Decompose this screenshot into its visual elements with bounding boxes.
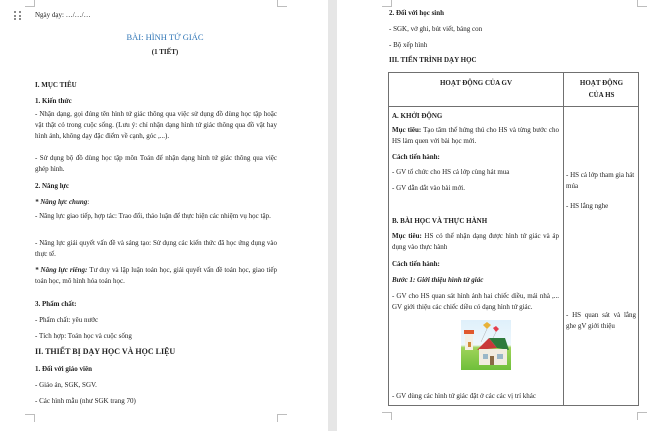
page-corner-mark	[277, 0, 287, 7]
specific-ability-label: * Năng lực riêng:	[35, 266, 88, 274]
page-corner-mark	[277, 414, 287, 422]
section-objectives-heading: I. MỤC TIÊU	[35, 81, 77, 89]
specific-ability-text: Tư duy và lập luận toán học, giải quyết vấn đề toán học, giao tiếp toán học, mô hình hóa toán học.	[35, 266, 277, 285]
page-gap	[328, 0, 337, 431]
warmup-student-step-2: - HS lắng nghe	[566, 202, 609, 210]
lesson-practice-goal-text: HS có thể nhận dạng được hình tứ giác và áp dụng vào thực hành	[392, 232, 559, 251]
quality-item-1: - Phẩm chất: yêu nước	[35, 316, 99, 324]
header-student-activity-line2: CỦA HS	[588, 91, 615, 99]
lesson-title: BÀI: HÌNH TỨ GIÁC	[126, 32, 204, 42]
general-ability-label: * Năng lực chung	[35, 198, 88, 206]
student-heading: 2. Đối với học sinh	[389, 9, 445, 17]
lesson-practice-method-label: Cách tiến hành:	[392, 260, 440, 268]
warmup-heading: A. KHỞI ĐỘNG	[392, 112, 443, 120]
lesson-practice-goal-label: Mục tiêu:	[392, 232, 422, 240]
date-line: Ngày dạy: …/…/…	[35, 11, 91, 19]
warmup-student-step-1: - HS cả lớp tham gia hát múa	[566, 171, 635, 190]
quality-item-2: - Tích hợp: Toán học và cuộc sống	[35, 332, 132, 340]
ability-paragraph-1: - Năng lực giao tiếp, hợp tác: Trao đổi, thảo luận để thực hiện các nhiệm vụ học tập.	[35, 212, 271, 220]
step-1-teacher-text-2: - GV dùng các hình tứ giác đặt ở các các vị trí khác	[392, 392, 537, 400]
header-student-activity-line1: HOẠT ĐỘNG	[579, 79, 624, 87]
page-corner-mark	[382, 0, 392, 7]
page-corner-mark	[637, 412, 647, 420]
knowledge-heading: 1. Kiến thức	[35, 97, 72, 105]
lesson-activity-table	[388, 72, 639, 406]
knowledge-paragraph-1: - Nhận dạng, gọi đúng tên hình tứ giác thông qua việc sử dụng đồ dùng học tập hoặc vật thật có trong cuộc sống. (Lưu ý: chỉ nhận dạng hình tứ giác thông qua đồ vật hay hình ảnh, không dạy đặc điểm về cạnh, góc ,...).	[35, 110, 277, 140]
general-ability-label-row	[35, 198, 89, 207]
warmup-goal-text: Tạo tâm thế hứng thú cho HS và từng bước cho HS làm quen với bài học mới.	[392, 126, 560, 145]
page-corner-mark	[637, 0, 647, 7]
student-item-2: - Bộ xếp hình	[389, 41, 428, 49]
step-1-heading: Bước 1: Giới thiệu hình tứ giác	[392, 276, 484, 284]
section-equipment-heading: II. THIẾT BỊ DẠY HỌC VÀ HỌC LIỆU	[35, 347, 176, 356]
lesson-practice-heading: B. BÀI HỌC VÀ THỰC HÀNH	[392, 217, 488, 225]
document-page-right	[337, 0, 650, 431]
quality-heading: 3. Phẩm chất:	[35, 300, 77, 308]
warmup-goal-label: Mục tiêu:	[392, 126, 422, 134]
ability-heading: 2. Năng lực	[35, 182, 69, 190]
kite-and-house-image	[461, 320, 511, 370]
warmup-teacher-step-2: - GV dẫn dắt vào bài mới.	[392, 184, 465, 192]
page-corner-mark	[25, 414, 35, 422]
page-corner-mark	[25, 0, 35, 7]
step-1-student-text: - HS quan sát và lắng ghe gV giới thiệu	[566, 311, 636, 330]
general-ability-colon: :	[87, 198, 90, 206]
lesson-subtitle: (1 TIẾT)	[151, 48, 179, 56]
lesson-practice-goal	[392, 231, 559, 253]
specific-ability-paragraph	[35, 265, 277, 287]
section-process-heading: III. TIẾN TRÌNH DẠY HỌC	[389, 56, 477, 64]
warmup-teacher-step-1: - GV tổ chức cho HS cả lớp cùng hát mua	[392, 168, 510, 176]
teacher-item-2: - Các hình mẫu (như SGK trang 70)	[35, 397, 136, 405]
ability-paragraph-2: - Năng lực giải quyết vấn đề và sáng tạo: Sử dụng các kiến thức đã học ứng dụng vào thực tế.	[35, 239, 277, 258]
page-corner-mark	[382, 412, 392, 420]
teacher-heading: 1. Đối với giáo viên	[35, 365, 92, 373]
warmup-method-label: Cách tiến hành:	[392, 153, 440, 161]
student-item-1: - SGK, vở ghi, bút viết, bảng con	[389, 25, 483, 33]
table-move-handle-icon[interactable]	[14, 11, 22, 21]
header-teacher-activity: HOẠT ĐỘNG CỦA GV	[439, 79, 513, 87]
warmup-goal	[392, 125, 559, 147]
teacher-item-1: - Giáo án, SGK, SGV.	[35, 381, 97, 389]
step-1-teacher-text: - GV cho HS quan sát hình ảnh hai chiếc diều, mái nhà ,... GV giới thiệu các chiếc diều có dạng hình tứ giác.	[392, 292, 559, 311]
knowledge-paragraph-2: - Sử dụng bộ đồ dùng học tập môn Toán để nhận dạng hình tứ giác thông qua việc ghép hình.	[35, 154, 277, 173]
